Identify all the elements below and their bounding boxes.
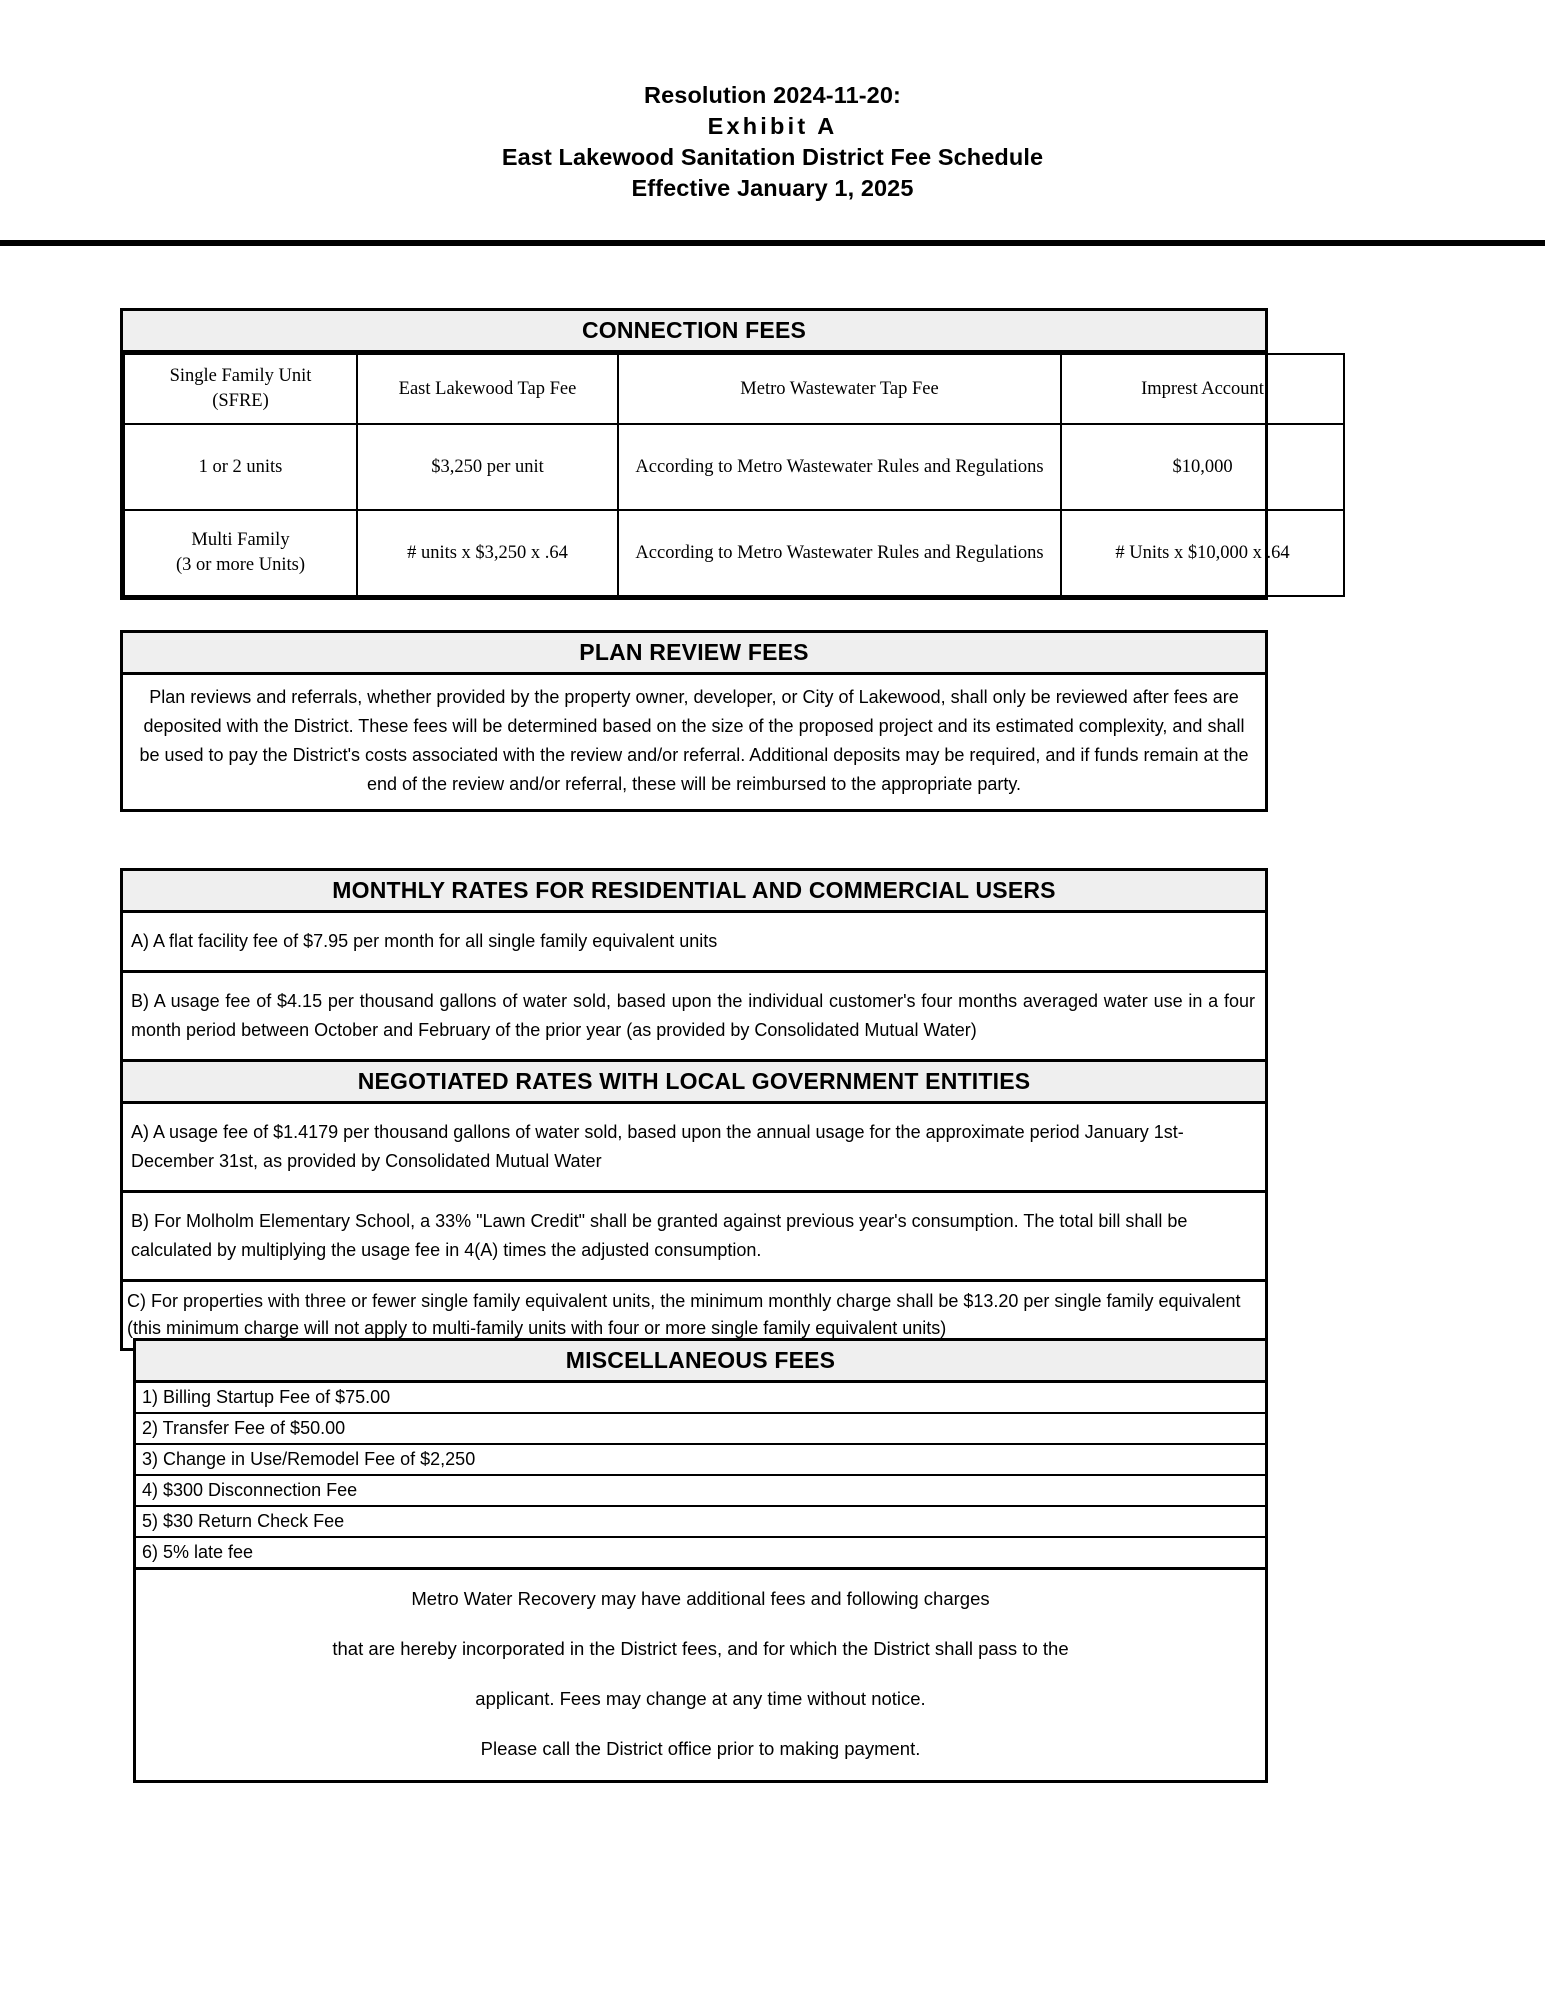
footer-line: Metro Water Recovery may have additional fees and following charges	[411, 1588, 990, 1609]
cell-tap-fee: $3,250 per unit	[357, 424, 618, 510]
monthly-rates-title: MONTHLY RATES FOR RESIDENTIAL AND COMMERCIAL USERS	[123, 871, 1265, 913]
negotiated-rates-item-a: A) A usage fee of $1.4179 per thousand gallons of water sold, based upon the annual usage for the approximate period January 1st-December 31st, as provided by Consolidated Mutual Water	[123, 1104, 1265, 1193]
monthly-rates-item-b: B) A usage fee of $4.15 per thousand gallons of water sold, based upon the individual customer's four months averaged water use in a four month period between October and February of the prior year (as provided by Consolidated Mutual Water)	[131, 991, 1255, 1040]
cell-unit-type-line2: (3 or more Units)	[176, 555, 305, 575]
plan-review-fees-section	[120, 630, 1268, 812]
monthly-rates-section	[120, 868, 1268, 1351]
plan-review-fees-title: PLAN REVIEW FEES	[123, 633, 1265, 675]
column-header-imprest-account: Imprest Account	[1061, 354, 1344, 424]
cell-imprest-account: $10,000	[1061, 424, 1344, 510]
document-header	[0, 0, 1545, 204]
footer-line: applicant. Fees may change at any time without notice.	[475, 1688, 926, 1709]
connection-fees-section	[120, 308, 1290, 600]
miscellaneous-fees-footer	[136, 1570, 1265, 1780]
miscellaneous-fees-frame	[133, 1338, 1268, 1783]
table-row	[124, 424, 1344, 510]
list-item: 2) Transfer Fee of $50.00	[136, 1414, 1265, 1445]
document-title: East Lakewood Sanitation District Fee Schedule	[501, 144, 1044, 170]
column-header-metro-tap-fee: Metro Wastewater Tap Fee	[618, 354, 1061, 424]
plan-review-fees-frame	[120, 630, 1268, 812]
header-divider	[0, 240, 1545, 246]
list-item: 6) 5% late fee	[136, 1538, 1265, 1570]
negotiated-rates-item-b: B) For Molholm Elementary School, a 33% "Lawn Credit" shall be granted against previous year's consumption. The total bill shall be calculated by multiplying the usage fee in 4(A) times the adjusted consumption.	[123, 1193, 1265, 1282]
exhibit-label: Exhibit A	[707, 113, 838, 139]
connection-fees-title: CONNECTION FEES	[123, 311, 1265, 353]
connection-fees-frame	[120, 308, 1290, 600]
cell-tap-fee: # units x $3,250 x .64	[357, 510, 618, 596]
column-header-sfre	[124, 354, 357, 424]
monthly-rates-item-a: A) A flat facility fee of $7.95 per month for all single family equivalent units	[123, 913, 1265, 973]
column-header-sfre-line1: Single Family Unit	[169, 366, 312, 386]
cell-metro-tap-fee: According to Metro Wastewater Rules and Regulations	[618, 424, 1061, 510]
cell-imprest-account: # Units x $10,000 x .64	[1061, 510, 1344, 596]
cell-unit-type-line1: Multi Family	[191, 530, 290, 550]
footer-line: that are hereby incorporated in the District fees, and for which the District shall pass to the	[332, 1638, 1069, 1659]
table-row	[124, 510, 1344, 596]
column-header-sfre-line2: (SFRE)	[212, 391, 269, 411]
miscellaneous-fees-title: MISCELLANEOUS FEES	[136, 1341, 1265, 1383]
plan-review-fees-body: Plan reviews and referrals, whether provided by the property owner, developer, or City of Lakewood, shall only be reviewed after fees are deposited with the District. These fees will be determined based on the size of the proposed project and its estimated complexity, and shall be used to pay the District's costs associated with the review and/or referral. Additional deposits may be required, and if funds remain at the end of the review and/or referral, these will be reimbursed to the appropriate party.	[139, 687, 1249, 794]
connection-fees-table	[123, 353, 1345, 597]
list-item: 3) Change in Use/Remodel Fee of $2,250	[136, 1445, 1265, 1476]
list-item: 1) Billing Startup Fee of $75.00	[136, 1383, 1265, 1414]
miscellaneous-fees-section	[133, 1338, 1268, 1783]
cell-metro-tap-fee: According to Metro Wastewater Rules and Regulations	[618, 510, 1061, 596]
table-header-row	[124, 354, 1344, 424]
negotiated-rates-item-c: C) For properties with three or fewer single family equivalent units, the minimum monthly charge shall be $13.20 per single family equivalent (this minimum charge will not apply to multi-family units with four or more single family equivalent units)	[127, 1291, 1241, 1338]
list-item: 4) $300 Disconnection Fee	[136, 1476, 1265, 1507]
resolution-number: Resolution 2024-11-20:	[644, 82, 901, 108]
footer-line: Please call the District office prior to making payment.	[480, 1738, 921, 1759]
cell-unit-type	[124, 510, 357, 596]
effective-date: Effective January 1, 2025	[631, 175, 914, 201]
negotiated-rates-title: NEGOTIATED RATES WITH LOCAL GOVERNMENT ENTITIES	[123, 1059, 1265, 1104]
cell-unit-type: 1 or 2 units	[124, 424, 357, 510]
list-item: 5) $30 Return Check Fee	[136, 1507, 1265, 1538]
column-header-tap-fee: East Lakewood Tap Fee	[357, 354, 618, 424]
monthly-rates-frame	[120, 868, 1268, 1351]
